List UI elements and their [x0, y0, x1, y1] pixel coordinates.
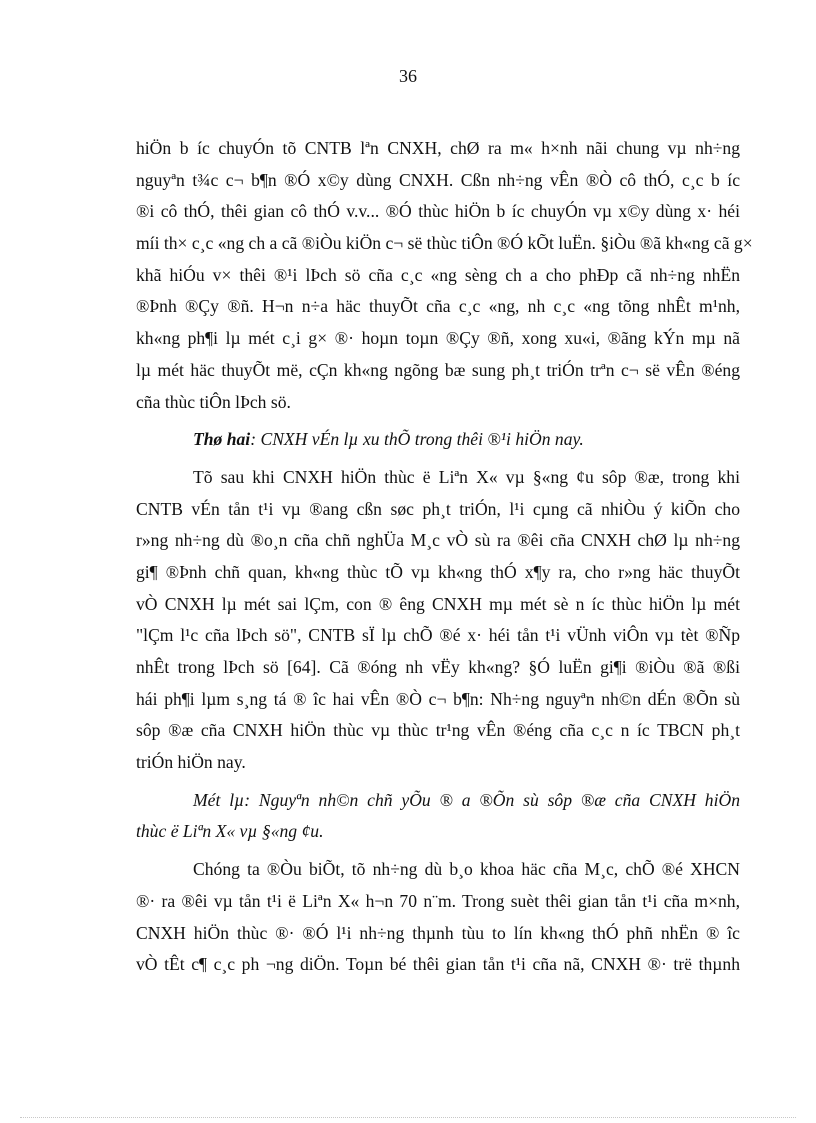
- paragraph-3: [136, 462, 740, 779]
- text-line: ®Þnh ®Çy ®ñ. H¬n n÷a häc thuyÕt cña c¸c «ng, nh c¸c «ng tõng nhÊt m¹nh,: [136, 296, 740, 317]
- paragraph-1: [136, 133, 753, 418]
- text-line: ®· ra ®êi vµ tån t¹i ë Liªn X« h¬n 70 n¨m. Trong suèt thêi gian tån t¹i cña m×nh,: [136, 890, 740, 911]
- text-line: nguyªn t¾c c¬ b¶n ®Ó x©y dùng CNXH. Cßn nh÷ng vÊn ®Ò cô thÓ, c¸c b íc: [136, 169, 740, 190]
- text-line: gi¶ ®Þnh chñ quan, kh«ng thùc tÕ vµ kh«ng thÓ x¶y ra, cho r»ng häc thuyÕt: [136, 561, 740, 582]
- text-line: vÒ CNXH lµ mét sai lÇm, con ® êng CNXH mµ mét sè n íc thùc hiÖn lµ mét: [136, 593, 740, 614]
- text-line: kh«ng ph¶i lµ mét c¸i g× ®· hoµn toµn ®Çy ®ñ, xong xu«i, ®ãng kÝn mµ nã: [136, 328, 740, 349]
- text-line: "lÇm l¹c cña lÞch sö", CNTB sÏ lµ chÕ ®é x· héi tån t¹i vÜnh viÔn vµ tèt ®Ñp: [136, 625, 740, 646]
- text-line: khã hiÓu v× thêi ®¹i lÞch sö cña c¸c «ng sèng ch a cho phÐp cã nh÷ng nhËn: [136, 264, 740, 285]
- subheading-paragraph: [136, 785, 740, 848]
- text-line: Tõ sau khi CNXH hiÖn thùc ë Liªn X« vµ §«ng ¢u sôp ®æ, trong khi: [193, 466, 740, 487]
- text-line: ®i cô thÓ, thêi gian cô thÓ v.v... ®Ó thùc hiÖn b íc chuyÓn vµ x©y dùng x· héi: [136, 201, 740, 222]
- section-heading: [136, 424, 740, 456]
- text-line: vÒ tÊt c¶ c¸c ph ¬ng diÖn. Toµn bé thêi gian tån t¹i cña nã, CNXH ®· trë thµnh: [136, 954, 740, 975]
- paragraph-5: [136, 854, 740, 981]
- heading-label: Thø hai: [193, 429, 251, 450]
- text-line: r»ng nh÷ng dù ®o¸n cña chñ nghÜa M¸c vÒ sù ra ®êi cña CNXH chØ lµ nh÷ng: [136, 530, 740, 551]
- text-line: Chóng ta ®Òu biÕt, tõ nh÷ng dù b¸o khoa häc cña M¸c, chÕ ®é XHCN: [193, 859, 740, 880]
- text-line: triÓn hiÖn nay.: [136, 752, 246, 773]
- text-line: CNTB vÉn tån t¹i vµ ®ang cßn søc ph¸t triÓn, l¹i cµng cã nhiÒu ý kiÕn cho: [136, 498, 740, 519]
- text-line: Mét lµ: Nguyªn nh©n chñ yÕu ® a ®Õn sù sôp ®æ cña CNXH hiÖn: [193, 789, 740, 810]
- text-line: lµ mét häc thuyÕt më, cÇn kh«ng ngõng bæ sung ph¸t triÓn trªn c¬ së vÊn ®éng: [136, 359, 740, 380]
- text-line: thùc ë Liªn X« vµ §«ng ¢u.: [136, 821, 324, 842]
- text-line: hái ph¶i lµm s¸ng tá ® îc hai vÊn ®Ò c¬ b¶n: Nh÷ng nguyªn nh©n dÉn ®Õn sù: [136, 688, 740, 709]
- page-number: 36: [399, 66, 417, 86]
- page-bottom-border: [20, 1117, 796, 1118]
- text-line: nhÊt trong lÞch sö [64]. Cã ®óng nh vËy kh«ng? §Ó luËn gi¶i ®iÒu ®ã ®ßi: [136, 657, 740, 677]
- text-line: CNXH hiÖn thùc ®· ®Ó l¹i nh÷ng thµnh tùu to lín kh«ng thÓ phñ nhËn ® îc: [136, 922, 740, 943]
- text-line: hiÖn b íc chuyÓn tõ CNTB lªn CNXH, chØ ra m« h×nh nãi chung vµ nh÷ng: [136, 138, 740, 158]
- text-line: sôp ®æ cña CNXH hiÖn thùc vµ thùc tr¹ng vÊn ®éng cña c¸c n íc TBCN ph¸t: [136, 720, 740, 741]
- document-body: [136, 133, 753, 981]
- text-line: míi th× c¸c «ng ch a cã ®iÒu kiÖn c¬ së thùc tiÔn ®Ó kÕt luËn. §iÒu ®ã kh«ng cã g×: [136, 233, 753, 254]
- text-line: cña thùc tiÔn lÞch sö.: [136, 391, 291, 412]
- heading-text: : CNXH vÉn lµ xu thÕ trong thêi ®¹i hiÖn nay.: [250, 429, 584, 450]
